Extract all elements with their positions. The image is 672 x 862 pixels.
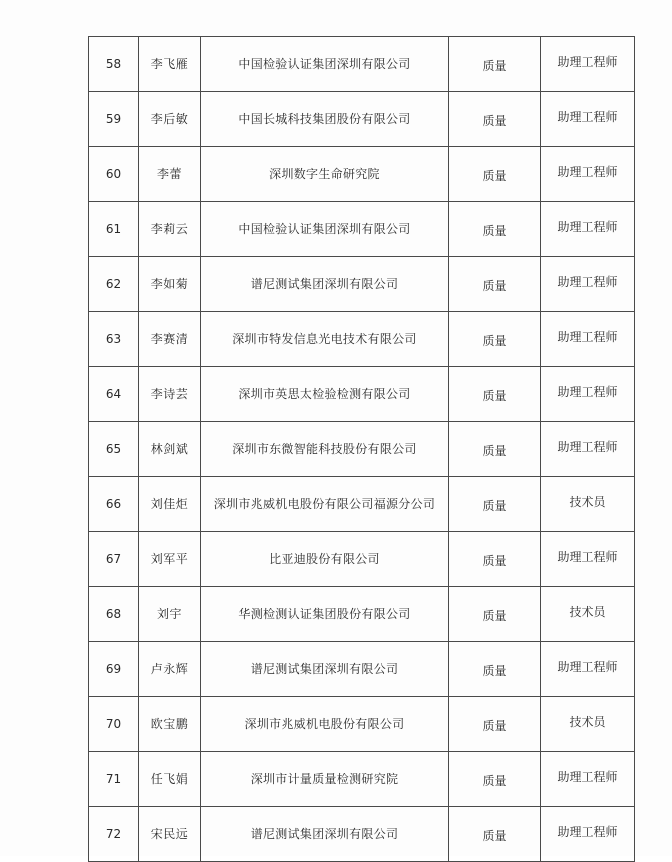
person-name: 李如菊 xyxy=(139,257,201,312)
specialty: 质量 xyxy=(449,697,541,752)
person-name: 宋民远 xyxy=(139,807,201,862)
person-name: 任飞娟 xyxy=(139,752,201,807)
specialty: 质量 xyxy=(449,477,541,532)
table-row xyxy=(89,257,635,312)
organization: 比亚迪股份有限公司 xyxy=(201,532,449,587)
job-title: 技术员 xyxy=(541,587,635,642)
row-number: 58 xyxy=(89,37,139,92)
row-number: 70 xyxy=(89,697,139,752)
row-number: 72 xyxy=(89,807,139,862)
table-row xyxy=(89,37,635,92)
specialty: 质量 xyxy=(449,587,541,642)
job-title: 助理工程师 xyxy=(541,92,635,147)
specialty: 质量 xyxy=(449,312,541,367)
organization: 谱尼测试集团深圳有限公司 xyxy=(201,257,449,312)
row-number: 68 xyxy=(89,587,139,642)
organization: 中国检验认证集团深圳有限公司 xyxy=(201,202,449,257)
person-name: 刘佳炬 xyxy=(139,477,201,532)
specialty: 质量 xyxy=(449,532,541,587)
table-row xyxy=(89,642,635,697)
row-number: 62 xyxy=(89,257,139,312)
organization: 深圳数字生命研究院 xyxy=(201,147,449,202)
table-row xyxy=(89,202,635,257)
organization: 深圳市特发信息光电技术有限公司 xyxy=(201,312,449,367)
person-name: 刘宇 xyxy=(139,587,201,642)
job-title: 助理工程师 xyxy=(541,807,635,862)
job-title: 助理工程师 xyxy=(541,147,635,202)
specialty: 质量 xyxy=(449,257,541,312)
person-name: 李蕾 xyxy=(139,147,201,202)
job-title: 助理工程师 xyxy=(541,257,635,312)
organization: 深圳市兆威机电股份有限公司福源分公司 xyxy=(201,477,449,532)
table-row xyxy=(89,422,635,477)
organization: 中国长城科技集团股份有限公司 xyxy=(201,92,449,147)
organization: 谱尼测试集团深圳有限公司 xyxy=(201,807,449,862)
table-row xyxy=(89,92,635,147)
person-name: 刘军平 xyxy=(139,532,201,587)
table-row xyxy=(89,367,635,422)
row-number: 60 xyxy=(89,147,139,202)
person-name: 李诗芸 xyxy=(139,367,201,422)
job-title: 技术员 xyxy=(541,477,635,532)
organization: 深圳市英思太检验检测有限公司 xyxy=(201,367,449,422)
specialty: 质量 xyxy=(449,37,541,92)
specialty: 质量 xyxy=(449,422,541,477)
specialty: 质量 xyxy=(449,807,541,862)
person-name: 林剑斌 xyxy=(139,422,201,477)
table-row xyxy=(89,697,635,752)
table-row xyxy=(89,587,635,642)
row-number: 71 xyxy=(89,752,139,807)
row-number: 61 xyxy=(89,202,139,257)
table-row xyxy=(89,807,635,862)
job-title: 助理工程师 xyxy=(541,367,635,422)
organization: 谱尼测试集团深圳有限公司 xyxy=(201,642,449,697)
job-title: 技术员 xyxy=(541,697,635,752)
person-name: 欧宝鹏 xyxy=(139,697,201,752)
row-number: 65 xyxy=(89,422,139,477)
row-number: 69 xyxy=(89,642,139,697)
organization: 深圳市东微智能科技股份有限公司 xyxy=(201,422,449,477)
job-title: 助理工程师 xyxy=(541,202,635,257)
table-row xyxy=(89,147,635,202)
row-number: 66 xyxy=(89,477,139,532)
row-number: 59 xyxy=(89,92,139,147)
job-title: 助理工程师 xyxy=(541,312,635,367)
specialty: 质量 xyxy=(449,202,541,257)
row-number: 64 xyxy=(89,367,139,422)
specialty: 质量 xyxy=(449,92,541,147)
specialty: 质量 xyxy=(449,147,541,202)
roster-table xyxy=(88,36,635,862)
specialty: 质量 xyxy=(449,642,541,697)
organization: 深圳市兆威机电股份有限公司 xyxy=(201,697,449,752)
table-row xyxy=(89,477,635,532)
job-title: 助理工程师 xyxy=(541,422,635,477)
person-name: 李赛清 xyxy=(139,312,201,367)
specialty: 质量 xyxy=(449,367,541,422)
person-name: 李后敏 xyxy=(139,92,201,147)
person-name: 李莉云 xyxy=(139,202,201,257)
table-row xyxy=(89,532,635,587)
organization: 中国检验认证集团深圳有限公司 xyxy=(201,37,449,92)
roster-table-body xyxy=(89,37,635,862)
job-title: 助理工程师 xyxy=(541,532,635,587)
job-title: 助理工程师 xyxy=(541,752,635,807)
table-row xyxy=(89,312,635,367)
person-name: 李飞雁 xyxy=(139,37,201,92)
job-title: 助理工程师 xyxy=(541,37,635,92)
row-number: 63 xyxy=(89,312,139,367)
row-number: 67 xyxy=(89,532,139,587)
specialty: 质量 xyxy=(449,752,541,807)
job-title: 助理工程师 xyxy=(541,642,635,697)
person-name: 卢永辉 xyxy=(139,642,201,697)
table-row xyxy=(89,752,635,807)
organization: 深圳市计量质量检测研究院 xyxy=(201,752,449,807)
organization: 华测检测认证集团股份有限公司 xyxy=(201,587,449,642)
